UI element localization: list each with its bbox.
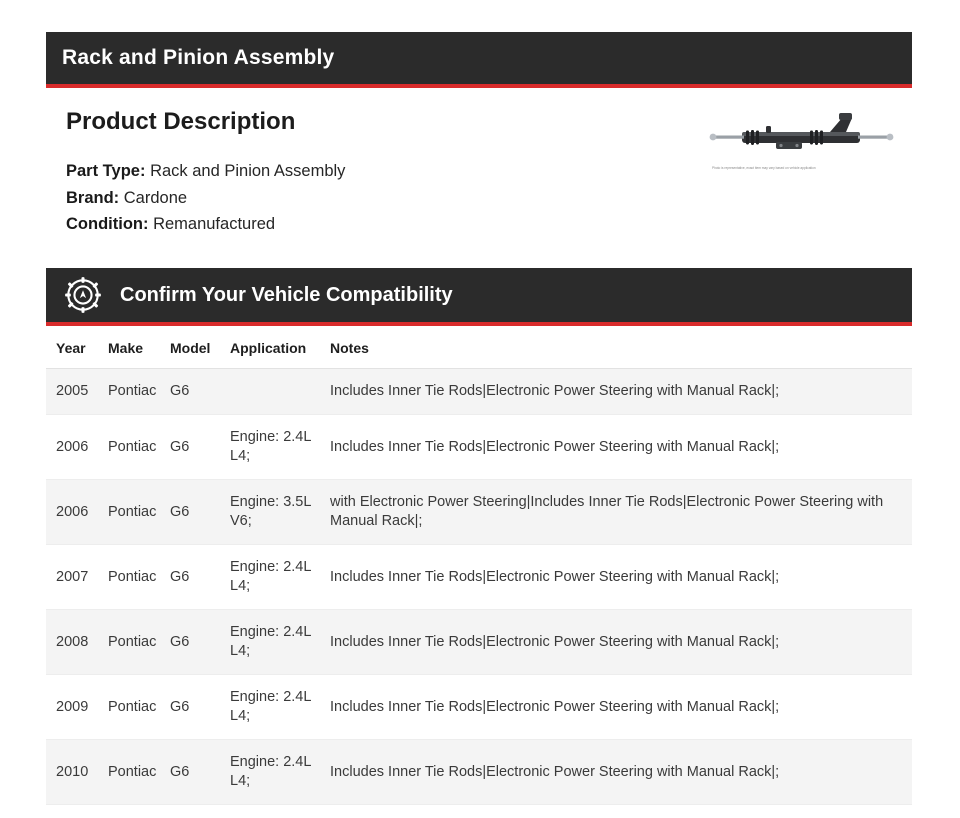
cell-model: G6: [160, 740, 220, 805]
cell-model: G6: [160, 675, 220, 740]
column-header-model: Model: [160, 326, 220, 369]
table-row: [46, 740, 912, 805]
spec-value-condition: Remanufactured: [153, 215, 276, 233]
column-header-notes: Notes: [320, 326, 912, 369]
cell-make: Pontiac: [98, 610, 160, 675]
cell-make: Pontiac: [98, 545, 160, 610]
spec-row-condition: [66, 211, 892, 238]
cell-year: 2006: [46, 415, 98, 480]
cell-year: 2010: [46, 740, 98, 805]
cell-model: G6: [160, 480, 220, 545]
cell-notes: Includes Inner Tie Rods|Electronic Power Steering with Manual Rack|;: [320, 675, 912, 740]
fitment-table: [46, 326, 912, 805]
column-header-application: Application: [220, 326, 320, 369]
spec-value-brand: Cardone: [123, 188, 188, 207]
cell-year: 2009: [46, 675, 98, 740]
fitment-table-body: [46, 369, 912, 805]
spec-label-condition: Condition:: [66, 215, 149, 233]
cell-year: 2005: [46, 369, 98, 415]
table-header-row: [46, 326, 912, 369]
fitment-table-head: [46, 326, 912, 369]
cell-notes: Includes Inner Tie Rods|Electronic Power Steering with Manual Rack|;: [320, 610, 912, 675]
column-header-year: Year: [46, 326, 98, 369]
rack-and-pinion-illustration: [706, 106, 898, 168]
compatibility-title: Confirm Your Vehicle Compatibility: [120, 283, 453, 306]
cell-notes: Includes Inner Tie Rods|Electronic Power Steering with Manual Rack|;: [320, 415, 912, 480]
cell-year: 2007: [46, 545, 98, 610]
cell-model: G6: [160, 610, 220, 675]
cell-year: 2006: [46, 480, 98, 545]
cell-application: Engine: 2.4L L4;: [220, 675, 320, 740]
vehicle-compatibility-panel: [46, 268, 912, 813]
cell-application: Engine: 2.4L L4;: [220, 610, 320, 675]
table-row: [46, 545, 912, 610]
table-row: [46, 415, 912, 480]
spec-label-brand: Brand:: [66, 188, 120, 207]
cell-make: Pontiac: [98, 740, 160, 805]
column-header-make: Make: [98, 326, 160, 369]
spec-label-part-type: Part Type:: [66, 162, 146, 180]
cell-make: Pontiac: [98, 675, 160, 740]
cell-make: Pontiac: [98, 480, 160, 545]
product-description-panel: [46, 32, 912, 258]
cell-application: Engine: 2.4L L4;: [220, 415, 320, 480]
product-body: [46, 88, 912, 258]
spec-value-part-type: Rack and Pinion Assembly: [150, 162, 346, 180]
cell-notes: Includes Inner Tie Rods|Electronic Power Steering with Manual Rack|;: [320, 545, 912, 610]
cell-notes: with Electronic Power Steering|Includes Inner Tie Rods|Electronic Power Steering with Manual Rack|;: [320, 480, 912, 545]
cell-make: Pontiac: [98, 369, 160, 415]
cell-model: G6: [160, 369, 220, 415]
compatibility-header-bar: [46, 268, 912, 326]
table-row: [46, 610, 912, 675]
cell-year: 2008: [46, 610, 98, 675]
cell-application: Engine: 2.4L L4;: [220, 545, 320, 610]
spec-row-brand: [66, 185, 892, 212]
gear-icon: [64, 276, 102, 314]
page-title: Rack and Pinion Assembly: [62, 46, 335, 69]
cell-application: Engine: 3.5L V6;: [220, 480, 320, 545]
cell-application: Engine: 2.4L L4;: [220, 740, 320, 805]
table-row: [46, 675, 912, 740]
cell-notes: Includes Inner Tie Rods|Electronic Power Steering with Manual Rack|;: [320, 369, 912, 415]
cell-application: [220, 369, 320, 415]
product-image-caption: Photo is representative, exact item may vary based on vehicle application: [712, 166, 816, 170]
section-heading: Product Description: [66, 108, 296, 135]
cell-model: G6: [160, 545, 220, 610]
table-row: [46, 480, 912, 545]
table-row: [46, 369, 912, 415]
cell-model: G6: [160, 415, 220, 480]
cell-make: Pontiac: [98, 415, 160, 480]
product-header-bar: [46, 32, 912, 88]
cell-notes: Includes Inner Tie Rods|Electronic Power Steering with Manual Rack|;: [320, 740, 912, 805]
product-image: [706, 106, 898, 168]
